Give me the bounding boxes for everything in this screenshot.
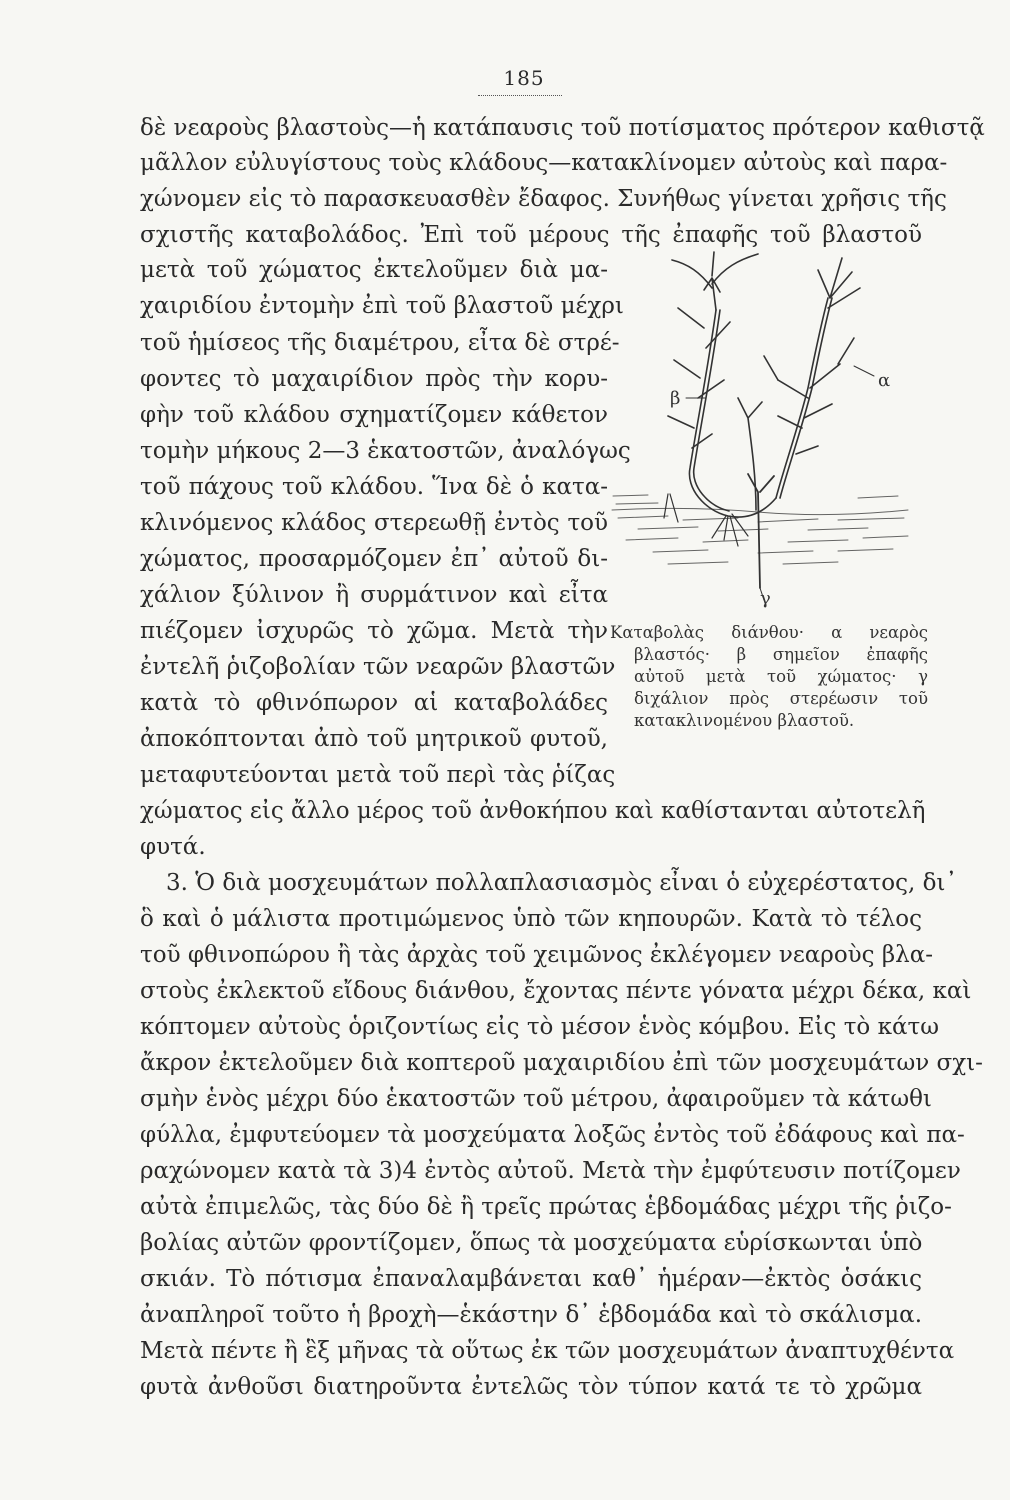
label-beta: β [670, 388, 681, 409]
text-line: ἐντελῆ ῥιζοβολίαν τῶν νεαρῶν βλαστῶν [140, 654, 616, 680]
text-line: χώματος, προσαρμόζομεν ἐπ᾽ αὐτοῦ δι- [140, 546, 608, 572]
text-line: τομὴν μήκους 2—3 ἑκατοστῶν, ἀναλόγως [140, 438, 631, 464]
text-line: φὴν τοῦ κλάδου σχηματίζομεν κάθετον [140, 402, 608, 428]
page-number-rule [478, 95, 562, 96]
text-line: σμὴν ἑνὸς μέχρι δύο ἑκατοστῶν τοῦ μέτρου, ἀφαιροῦμεν τὰ κάτωθι [140, 1086, 932, 1112]
text-line: δὲ νεαροὺς βλαστοὺς—ἡ κατάπαυσις τοῦ ποτίσματος πρότερον καθιστᾷ [140, 115, 985, 141]
text-line: φυτά. [140, 834, 206, 860]
text-line: κόπτομεν αὐτοὺς ὁριζοντίως εἰς τὸ μέσον ἑνὸς κόμβου. Εἰς τὸ κάτω [140, 1014, 939, 1040]
text-line: τοῦ ἡμίσεος τῆς διαμέτρου, εἶτα δὲ στρέ- [140, 330, 620, 356]
text-line: ραχώνομεν κατὰ τὰ 3)4 ἐντὸς αὐτοῦ. Μετὰ τὴν ἐμφύτευσιν ποτίζομεν [140, 1158, 961, 1184]
paragraph-first-line: 3. Ὁ διὰ μοσχευμάτων πολλαπλασιασμὸς εἶναι ὁ εὐχερέστατος, δι᾽ [166, 870, 957, 896]
caption-line: Καταβολὰς διάνθου· α νεαρὸς [610, 623, 928, 642]
text-line: πιέζομεν ἰσχυρῶς τὸ χῶμα. Μετὰ τὴν [140, 618, 608, 644]
label-gamma: γ [760, 588, 771, 608]
text-line: κατὰ τὸ φθινόπωρον αἱ καταβολάδες [140, 690, 608, 716]
text-line: τοῦ φθινοπώρου ἢ τὰς ἀρχὰς τοῦ χειμῶνος ἐκλέγομεν νεαροὺς βλα- [140, 942, 934, 968]
caption-line: αὐτοῦ μετὰ τοῦ χώματος· γ [634, 667, 928, 686]
text-line: σχιστῆς καταβολάδος. Ἐπὶ τοῦ μέρους τῆς ἐπαφῆς τοῦ βλαστοῦ [140, 222, 922, 248]
text-line: μεταφυτεύονται μετὰ τοῦ περὶ τὰς ῥίζας [140, 762, 616, 788]
text-line: ἀποκόπτονται ἀπὸ τοῦ μητρικοῦ φυτοῦ, [140, 726, 608, 752]
caption-line: κατακλινομένου βλαστοῦ. [634, 711, 855, 730]
text-line: σκιάν. Τὸ πότισμα ἐπαναλαμβάνεται καθ᾽ ἡμέραν—ἐκτὸς ὁσάκις [140, 1266, 922, 1292]
text-line: Μετὰ πέντε ἢ ἓξ μῆνας τὰ οὕτως ἐκ τῶν μοσχευμάτων ἀναπτυχθέντα [140, 1338, 955, 1364]
text-line: φοντες τὸ μαχαιρίδιον πρὸς τὴν κορυ- [140, 366, 608, 392]
text-line: χαιριδίου ἐντομὴν ἐπὶ τοῦ βλαστοῦ μέχρι [140, 293, 624, 319]
text-line: ὃ καὶ ὁ μάλιστα προτιμώμενος ὑπὸ τῶν κηπουρῶν. Κατὰ τὸ τέλος [140, 906, 922, 932]
text-line: χάλιον ξύλινον ἢ συρμάτινον καὶ εἶτα [140, 582, 608, 608]
text-line: βολίας αὐτῶν φροντίζομεν, ὅπως τὰ μοσχεύματα εὑρίσκωνται ὑπὸ [140, 1230, 923, 1256]
text-line: μετὰ τοῦ χώματος ἐκτελοῦμεν διὰ μα- [140, 257, 608, 283]
forked-pin [748, 474, 774, 588]
text-line: χώματος εἰς ἄλλο μέρος τοῦ ἀνθοκήπου καὶ καθίστανται αὐτοτελῆ [140, 798, 926, 824]
text-line: ἀναπληροῖ τοῦτο ἡ βροχὴ—ἑκάστην δ᾽ ἑβδομάδα καὶ τὸ σκάλισμα. [140, 1302, 922, 1328]
text-line: ἄκρον ἐκτελοῦμεν διὰ κοπτεροῦ μαχαιριδίου ἐπὶ τῶν μοσχευμάτων σχι- [140, 1050, 983, 1076]
figure-caption [610, 622, 928, 732]
young-shoot [776, 298, 828, 498]
text-line: φυτὰ ἀνθοῦσι διατηροῦντα ἐντελῶς τὸν τύπον κατά τε τὸ χρῶμα [140, 1374, 922, 1400]
caption-line: διχάλιον πρὸς στερέωσιν τοῦ [634, 689, 928, 708]
text-line: στοὺς ἐκλεκτοῦ εἴδους διάνθου, ἔχοντας πέντε γόνατα μέχρι δέκα, καὶ [140, 978, 972, 1004]
text-line: φύλλα, ἐμφυτεύομεν τὰ μοσχεύματα λοξῶς ἐντὸς τοῦ ἐδάφους καὶ πα- [140, 1122, 965, 1148]
text-line: κλινόμενος κλάδος στερεωθῇ ἐντὸς τοῦ [140, 510, 608, 536]
text-line: αὐτὰ ἐπιμελῶς, τὰς δύο δὲ ἢ τρεῖς πρώτας ἑβδομάδας μέχρι τῆς ῥιζο- [140, 1194, 952, 1220]
text-line: τοῦ πάχους τοῦ κλάδου. Ἵνα δὲ ὁ κατα- [140, 474, 608, 500]
text-line: χώνομεν εἰς τὸ παρασκευασθὲν ἔδαφος. Συνήθως γίνεται χρῆσις τῆς [140, 186, 947, 212]
parent-stem [689, 310, 776, 517]
label-alpha: α [878, 370, 891, 391]
text-line: μᾶλλον εὐλυγίστους τοὺς κλάδους—κατακλίνομεν αὐτοὺς καὶ παρα- [140, 150, 948, 176]
layering-illustration [608, 248, 926, 608]
caption-line: βλαστός· β σημεῖον ἐπαφῆς [634, 645, 928, 664]
carnation-layering-drawing [608, 248, 926, 608]
page-number: 185 [503, 66, 545, 90]
